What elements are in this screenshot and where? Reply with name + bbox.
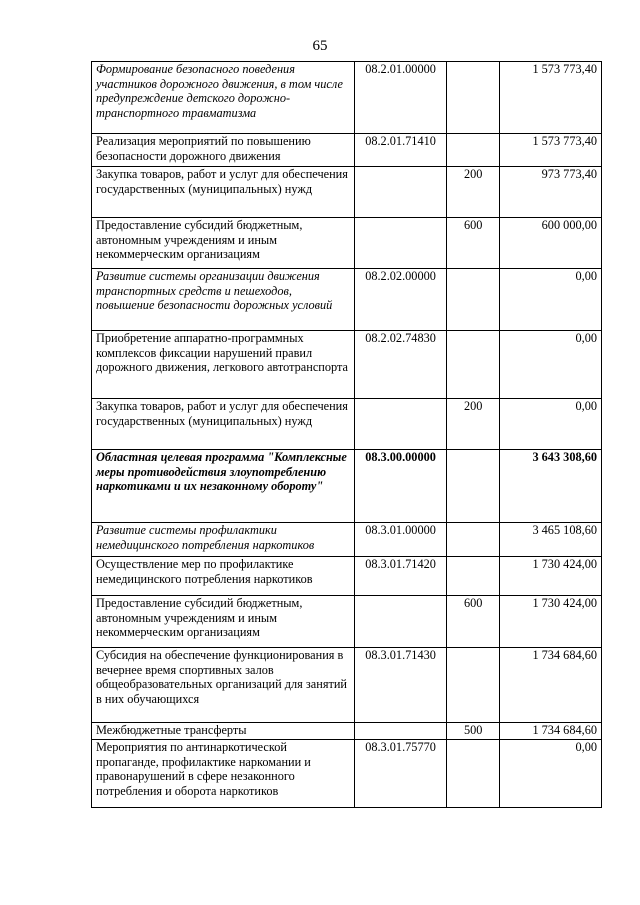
row-name: Реализация мероприятий по повышению безопасности дорожного движения bbox=[92, 134, 355, 167]
page-number: 65 bbox=[312, 38, 328, 54]
row-code: 08.2.01.71410 bbox=[354, 134, 446, 167]
row-name: Развитие системы организации движения транспортных средств и пешеходов, повышение безопасности дорожных условий bbox=[92, 269, 355, 331]
row-type: 600 bbox=[447, 218, 500, 269]
row-name: Формирование безопасного поведения участников дорожного движения, в том числе предупреждение детского дорожно-транспортного травматизма bbox=[92, 62, 355, 134]
row-name: Предоставление субсидий бюджетным, автономным учреждениям и иным некоммерческим организациям bbox=[92, 596, 355, 648]
row-code bbox=[354, 596, 446, 648]
row-sum: 600 000,00 bbox=[500, 218, 602, 269]
table-row bbox=[92, 596, 602, 648]
row-type bbox=[447, 740, 500, 808]
row-code bbox=[354, 399, 446, 450]
row-sum: 0,00 bbox=[500, 740, 602, 808]
row-type bbox=[447, 62, 500, 134]
row-name: Развитие системы профилактики немедицинского потребления наркотиков bbox=[92, 523, 355, 557]
row-sum: 1 734 684,60 bbox=[500, 648, 602, 723]
row-code bbox=[354, 167, 446, 218]
row-sum: 1 573 773,40 bbox=[500, 62, 602, 134]
row-type bbox=[447, 648, 500, 723]
row-type bbox=[447, 269, 500, 331]
row-sum: 0,00 bbox=[500, 269, 602, 331]
row-name: Закупка товаров, работ и услуг для обеспечения государственных (муниципальных) нужд bbox=[92, 167, 355, 218]
row-name: Межбюджетные трансферты bbox=[92, 723, 355, 740]
row-code: 08.3.01.00000 bbox=[354, 523, 446, 557]
table-row bbox=[92, 557, 602, 596]
row-code: 08.3.00.00000 bbox=[354, 450, 446, 523]
row-type bbox=[447, 557, 500, 596]
table-row bbox=[92, 523, 602, 557]
table-row bbox=[92, 450, 602, 523]
row-type: 200 bbox=[447, 399, 500, 450]
row-code: 08.2.01.00000 bbox=[354, 62, 446, 134]
row-sum: 0,00 bbox=[500, 331, 602, 399]
row-code: 08.3.01.75770 bbox=[354, 740, 446, 808]
row-name: Субсидия на обеспечение функционирования в вечернее время спортивных залов общеобразовательных организаций для занятий в них обучающихся bbox=[92, 648, 355, 723]
row-type bbox=[447, 523, 500, 557]
row-name: Приобретение аппаратно-программных комплексов фиксации нарушений правил дорожного движения, легкового автотранспорта bbox=[92, 331, 355, 399]
table-row bbox=[92, 648, 602, 723]
row-sum: 973 773,40 bbox=[500, 167, 602, 218]
row-name: Областная целевая программа "Комплексные меры противодействия злоупотреблению наркотиками и их незаконному обороту" bbox=[92, 450, 355, 523]
table-row bbox=[92, 269, 602, 331]
table-row bbox=[92, 723, 602, 740]
row-sum: 3 465 108,60 bbox=[500, 523, 602, 557]
row-code: 08.3.01.71430 bbox=[354, 648, 446, 723]
row-type: 600 bbox=[447, 596, 500, 648]
table-row bbox=[92, 331, 602, 399]
row-name: Закупка товаров, работ и услуг для обеспечения государственных (муниципальных) нужд bbox=[92, 399, 355, 450]
row-sum: 1 573 773,40 bbox=[500, 134, 602, 167]
row-sum: 1 730 424,00 bbox=[500, 557, 602, 596]
row-code: 08.2.02.74830 bbox=[354, 331, 446, 399]
row-name: Осуществление мер по профилактике немедицинского потребления наркотиков bbox=[92, 557, 355, 596]
table-row bbox=[92, 399, 602, 450]
row-sum: 1 730 424,00 bbox=[500, 596, 602, 648]
row-sum: 3 643 308,60 bbox=[500, 450, 602, 523]
budget-table bbox=[91, 61, 602, 808]
table-row bbox=[92, 218, 602, 269]
row-type bbox=[447, 331, 500, 399]
row-code: 08.2.02.00000 bbox=[354, 269, 446, 331]
row-type bbox=[447, 134, 500, 167]
row-name: Мероприятия по антинаркотической пропаганде, профилактике наркомании и правонарушений в сфере незаконного потребления и оборота наркотиков bbox=[92, 740, 355, 808]
row-type bbox=[447, 450, 500, 523]
row-type: 200 bbox=[447, 167, 500, 218]
row-code bbox=[354, 723, 446, 740]
row-type: 500 bbox=[447, 723, 500, 740]
table-row bbox=[92, 134, 602, 167]
table-row bbox=[92, 62, 602, 134]
budget-table-body bbox=[92, 62, 602, 808]
row-code bbox=[354, 218, 446, 269]
table-row bbox=[92, 167, 602, 218]
row-sum: 1 734 684,60 bbox=[500, 723, 602, 740]
table-row bbox=[92, 740, 602, 808]
row-sum: 0,00 bbox=[500, 399, 602, 450]
row-code: 08.3.01.71420 bbox=[354, 557, 446, 596]
row-name: Предоставление субсидий бюджетным, автономным учреждениям и иным некоммерческим организациям bbox=[92, 218, 355, 269]
